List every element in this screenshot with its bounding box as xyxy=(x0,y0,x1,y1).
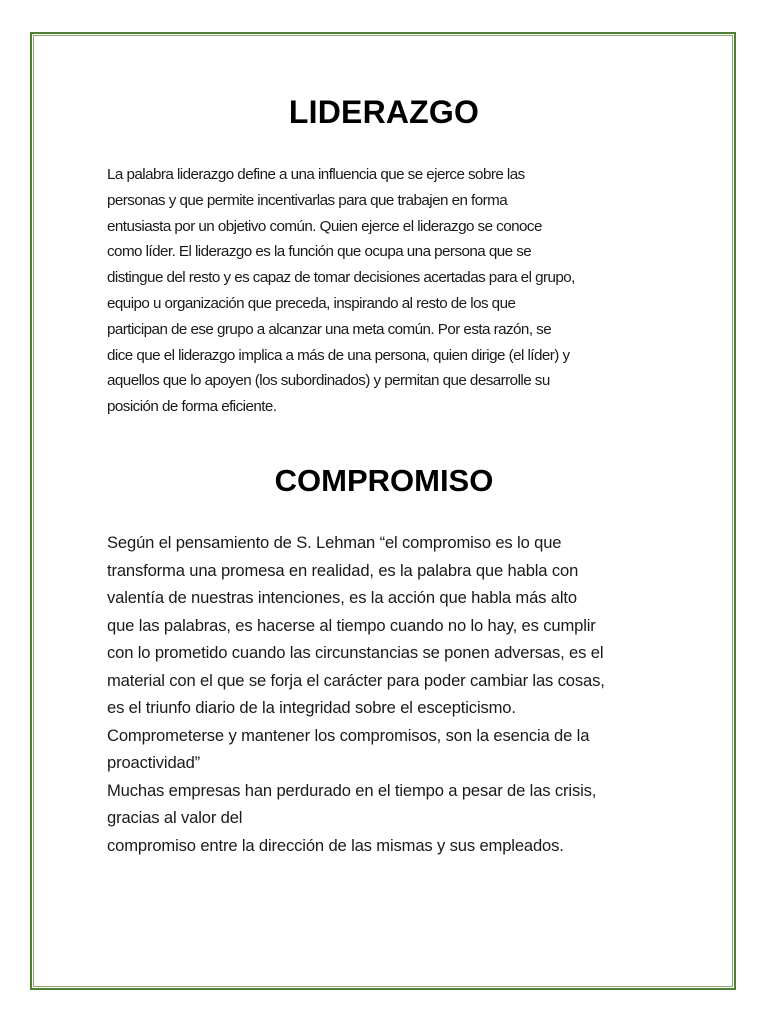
paragraph-line: como líder. El liderazgo es la función que ocupa una persona que se xyxy=(107,243,532,261)
paragraph-line: aquellos que lo apoyen (los subordinados) y permitan que desarrolle su xyxy=(107,372,550,390)
paragraph-line: transforma una promesa en realidad, es la palabra que habla con xyxy=(107,560,579,580)
section-title-liderazgo: LIDERAZGO xyxy=(288,94,480,130)
section-title-compromiso: COMPROMISO xyxy=(274,463,494,498)
paragraph-line: posición de forma eficiente. xyxy=(107,398,277,416)
paragraph-liderazgo xyxy=(107,162,667,420)
paragraph-line: proactividad” xyxy=(107,753,201,772)
paragraph-line: con lo prometido cuando las circunstancias se ponen adversas, es el xyxy=(107,643,604,662)
paragraph-line: entusiasta por un objetivo común. Quien ejerce el liderazgo se conoce xyxy=(107,217,542,235)
paragraph-line: compromiso entre la dirección de las mismas y sus empleados. xyxy=(107,835,564,855)
paragraph-line: Muchas empresas han perdurado en el tiempo a pesar de las crisis, xyxy=(107,780,597,800)
paragraph-line: participan de ese grupo a alcanzar una meta común. Por esta razón, se xyxy=(107,320,552,338)
paragraph-line: es el triunfo diario de la integridad sobre el escepticismo. xyxy=(107,698,516,717)
paragraph-line: Comprometerse y mantener los compromisos, son la esencia de la xyxy=(107,725,590,745)
paragraph-line: valentía de nuestras intenciones, es la acción que habla más alto xyxy=(107,588,577,607)
paragraph-line: gracias al valor del xyxy=(107,808,243,827)
paragraph-line: Según el pensamiento de S. Lehman “el compromiso es lo que xyxy=(107,533,562,552)
paragraph-line: material con el que se forja el carácter para poder cambiar las cosas, xyxy=(107,670,605,690)
paragraph-line: La palabra liderazgo define a una influencia que se ejerce sobre las xyxy=(107,166,525,183)
paragraph-line: dice que el liderazgo implica a más de una persona, quien dirige (el líder) y xyxy=(107,346,570,364)
paragraph-line: distingue del resto y es capaz de tomar decisiones acertadas para el grupo, xyxy=(107,269,575,287)
paragraph-compromiso xyxy=(107,529,667,859)
paragraph-line: personas y que permite incentivarlas para que trabajen en forma xyxy=(107,191,508,209)
paragraph-line: que las palabras, es hacerse al tiempo cuando no lo hay, es cumplir xyxy=(107,615,596,635)
paragraph-line: equipo u organización que preceda, inspirando al resto de los que xyxy=(107,294,516,312)
